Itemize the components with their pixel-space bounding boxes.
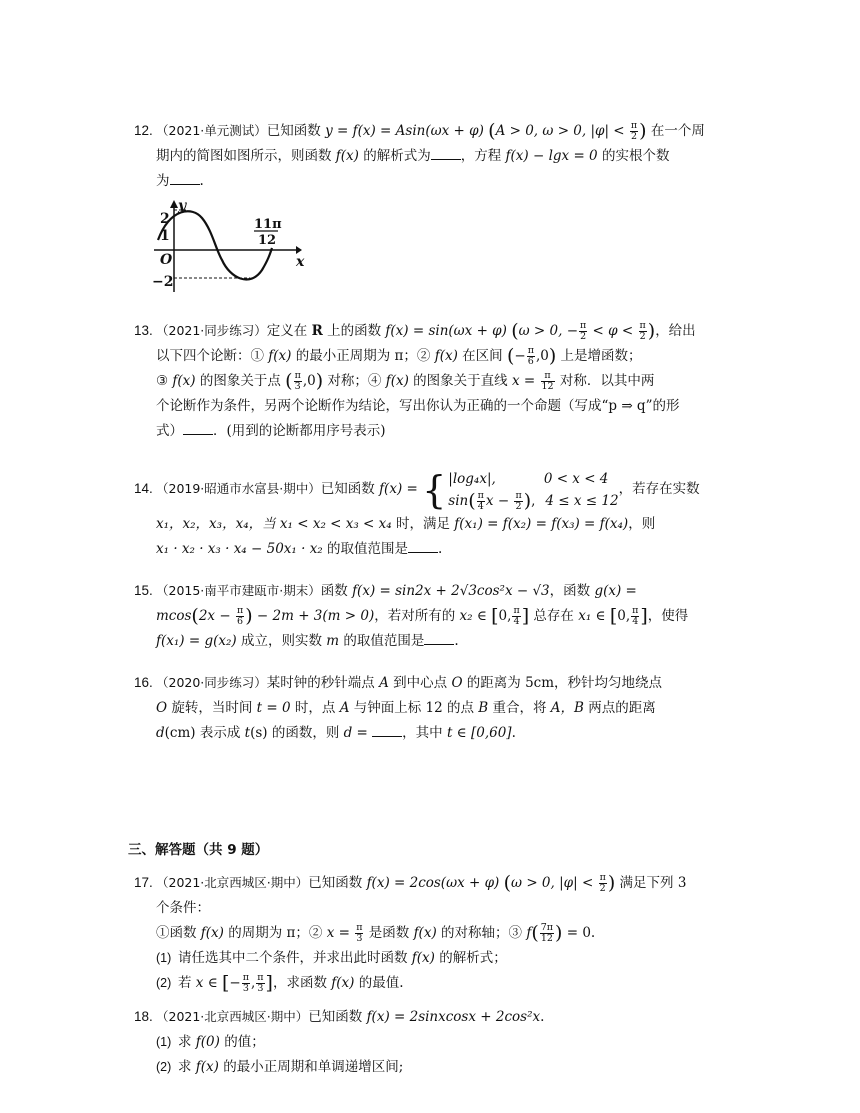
y-label: y [178, 198, 187, 214]
tick-label-neg2: −2 [152, 274, 174, 290]
problem-number: 16. [134, 675, 153, 690]
problem-source: （2015·南平市建瓯市·期末） [156, 583, 321, 598]
problem-14: 14. （2019·昭通市水富县·期中）已知函数 f(x) = { |log₄x|, 0 < x < 4 sin( $\frac{\pi}{4}$ x − $\frac{\pi}{2}$ ), 4 ≤ x ≤ 12 ，若存在实数 x₁，x₂，x₃，x₄，当 x₁ < x₂ < x₃ < x₄ 时，满足 f(x₁) = f(x₂) = f(x₃) = f(x₄)，则 x₁ · x₂ · x₃ · x₄ − 50x₁ · x₂ 的取值范围是 . [134, 467, 700, 557]
problem-16: 16. （2020·同步练习）某时钟的秒针端点 A 到中心点 O 的距离为 5cm，秒针均匀地绕点 O 旋转，当时间 t = 0 时，点 A 与钟面上标 12 的点 B 重合，将 A，B 两点的距离 d(cm) 表示成 t(s) 的函数，则 d = ，其中 t ∈ [0,60]. [134, 670, 734, 746]
problem-17: 17. （2021·北京西城区·期中）已知函数 f(x) = 2cos(ωx + φ) (ω > 0, |φ| < $\frac{\pi}{2}$ ) 满足下列 3 个条件： ①函数 f(x) 的周期为 π；② x = $\frac{\pi}{3}$ 是函数 f(x) 的对称轴；③ f( $\frac{7\pi}{12}$ ) = 0. (1) 请任选其中二个条件，并求出此时函数 f(x) 的解析式； (2) 若 x ∈ [− $\frac{\pi}{3}$ , $\frac{\pi}{3}$ ]，求函数 f(x) 的最值. [134, 872, 687, 994]
problem-source: （2020·同步练习） [156, 675, 267, 690]
problem-18: 18. （2021·北京西城区·期中）已知函数 f(x) = 2sinxcosx + 2cos²x. (1) 求 f(0) 的值； (2) 求 f(x) 的最小正周期和单调递增区间; [134, 1004, 734, 1080]
x-label: x [296, 254, 305, 270]
sine-graph [150, 198, 310, 294]
problem-source: （2021·北京西城区·期中） [156, 1009, 309, 1024]
tick-label-1: 1 [160, 228, 170, 244]
problem-number: 17. [134, 875, 153, 890]
problem-15: 15. （2015·南平市建瓯市·期末）函数 f(x) = sin2x + 2√3cos²x − √3，函数 g(x) = mcos(2x − $\frac{\pi}{6}$ ) − 2m + 3(m > 0)，若对所有的 x₂ ∈ [0, $\frac{\pi}{4}$ ] 总存在 x₁ ∈ [0, $\frac{\pi}{4}$ ]，使得 f(x₁) = g(x₂) 成立，则实数 m 的取值范围是 . [134, 578, 734, 654]
problem-number: 18. [134, 1009, 153, 1024]
answer-blank[interactable] [408, 538, 438, 553]
period-label-den: 12 [258, 233, 277, 248]
problem-source: （2021·单元测试） [156, 123, 267, 138]
problem-number: 15. [134, 583, 153, 598]
origin-label: O [160, 252, 173, 268]
problem-number: 12. [134, 123, 153, 138]
problem-number: 13. [134, 323, 153, 338]
problem-source: （2019·昭通市水富县·期中） [156, 481, 321, 496]
problem-source: （2021·同步练习） [156, 323, 267, 338]
answer-blank[interactable] [372, 722, 402, 737]
tick-label-2: 2 [160, 211, 170, 227]
problem-13: 13. （2021·同步练习）定义在 R 上的函数 f(x) = sin(ωx + φ) (ω > 0, − $\frac{\pi}{2}$ < φ < $\frac{\pi}{2}$ )，给出 以下四个论断：① f(x) 的最小正周期为 π；② f(x) 在区间 (− $\frac{\pi}{6}$ ,0) 上是增函数； ③ f(x) 的图象关于点 ( $\frac{\pi}{3}$ ,0) 对称；④ f(x) 的图象关于直线 x = $\frac{\pi}{12}$ 对称．以其中两 个论断作为条件，另两个论断作为结论，写出你认为正确的一个命题（写成“p ⇒ q”的形 式） ．(用到的论断都用序号表示) [134, 320, 696, 439]
problem-12: 12. （2021·单元测试）已知函数 y = f(x) = Asin(ωx + φ) (A > 0, ω > 0, |φ| < $\frac{\pi}{2}$ ) 在一个周 期内的简图如图所示，则函数 f(x) 的解析式为 ，方程 f(x) − lgx = 0 的实根个数 为 . [134, 120, 705, 189]
answer-blank[interactable] [424, 630, 454, 645]
answer-blank[interactable] [431, 145, 461, 160]
y-axis-arrow [170, 200, 178, 208]
period-label-num: 11π [254, 217, 282, 232]
problem-source: （2021·北京西城区·期中） [156, 875, 309, 890]
piecewise-function: |log₄x|, 0 < x < 4 sin( $\frac{\pi}{4}$ x − $\frac{\pi}{2}$ ), 4 ≤ x ≤ 12 [448, 470, 619, 512]
section-heading: 三、解答题（共 9 题） [128, 842, 269, 858]
answer-blank[interactable] [170, 170, 200, 185]
x-axis-arrow [296, 246, 302, 254]
problem-number: 14. [134, 481, 153, 496]
answer-blank[interactable] [183, 420, 213, 435]
